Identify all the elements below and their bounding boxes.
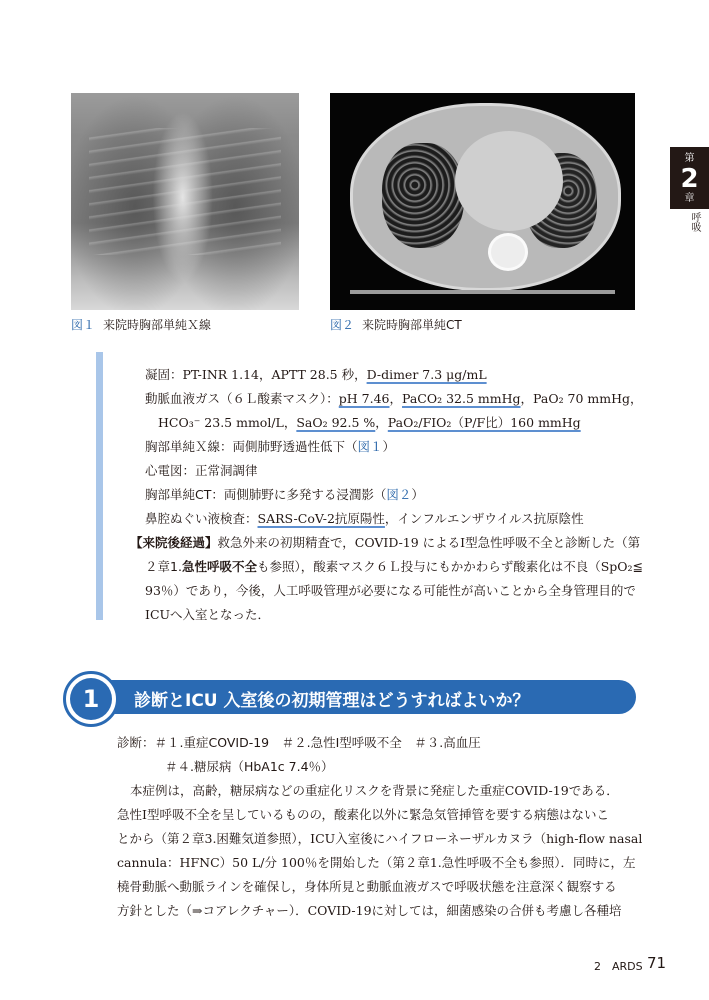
diagnosis-line-1 xyxy=(117,731,481,755)
swab-influenza: ，インフルエンザウイルス抗原陰性 xyxy=(384,511,584,526)
figure-2-text: 来院時胸部単純CT xyxy=(362,318,462,332)
abg-line-2 xyxy=(158,411,581,435)
coag-values: PT-INR 1.14，APTT 28.5 秒， xyxy=(182,367,367,382)
abg-pf-ratio: PaO₂/FIO₂（P/F比）160 mmHg xyxy=(387,415,581,430)
figure-2-caption xyxy=(330,316,462,333)
coagulation-line xyxy=(145,363,487,387)
abg-label: 動脈血液ガス（６Ｌ酸素マスク）： xyxy=(145,391,339,406)
course-label: 【来院後経過】 xyxy=(130,535,218,550)
abg-ph: pH 7.46 xyxy=(338,391,390,406)
ct-heart xyxy=(455,131,563,231)
chapter-tab-number: 2 xyxy=(680,164,699,194)
paragraph-line-2: 急性Ⅰ型呼吸不全を呈しているものの，酸素化以外に緊急気管挿管を要する病態はないこ xyxy=(117,807,609,822)
cxr-text: 両側肺野透過性低下（ xyxy=(232,439,358,454)
cxr-label: 胸部単純Ｘ線： xyxy=(145,439,233,454)
running-footer-chapter: 2 ARDS xyxy=(594,960,643,973)
chapter-tab xyxy=(670,147,709,209)
diagnosis-line-2: ＃４.糖尿病（HbA1c 7.4％） xyxy=(165,759,334,774)
course-line-1 xyxy=(130,531,640,555)
figure-1-number: 図１ xyxy=(71,318,96,332)
section-heading xyxy=(84,680,636,714)
paragraph-line-5: 橈骨動脈へ動脈ラインを確保し，身体所見と動脈血液ガスで呼吸状態を注意深く観察する xyxy=(117,879,617,894)
coag-label: 凝固： xyxy=(145,367,183,382)
cxr-close: ） xyxy=(382,439,396,454)
paragraph-line-6: 方針とした（⇒コアレクチャー）．COVID-19に対しては，細菌感染の合併も考慮し各種培 xyxy=(117,903,622,918)
chapter-tab-suffix: 章 xyxy=(684,193,695,204)
ecg-text: 正常洞調律 xyxy=(195,463,258,478)
abg-sao2: SaO₂ 92.5 % xyxy=(296,415,376,430)
abg-line-1 xyxy=(145,387,643,411)
diagnosis-label: 診断： xyxy=(117,735,155,750)
course-text-1: 救急外来の初期精査で，COVID-19 によるⅠ型急性呼吸不全と診断した（第 xyxy=(217,535,641,550)
figure-2-ref-link[interactable]: 図２ xyxy=(386,487,412,502)
abg-sep-1: ， xyxy=(389,391,402,406)
ct-label: 胸部単純CT： xyxy=(145,487,224,502)
course-ref-title: 急性呼吸不全 xyxy=(181,559,257,574)
figure-1-text: 来院時胸部単純Ｘ線 xyxy=(103,318,212,332)
swab-line xyxy=(145,507,584,531)
abg-hco3: HCO₃⁻ 23.5 mmol/L， xyxy=(158,415,297,430)
course-ref-chapter: ２章1. xyxy=(145,559,182,574)
section-number: 1 xyxy=(70,678,112,720)
swab-sars-cov-2: SARS-CoV-2抗原陽性 xyxy=(257,511,385,526)
swab-label: 鼻腔ぬぐい液検査： xyxy=(145,511,258,526)
course-line-2 xyxy=(145,555,643,579)
section-title: 診断とICU 入室後の初期管理はどうすればよいか？ xyxy=(134,691,530,711)
ct-table xyxy=(350,290,615,294)
abg-paco2: PaCO₂ 32.5 mmHg xyxy=(402,391,521,406)
paragraph-line-4: cannula：HFNC）50 L/分 100％を開始した（第２章1.急性呼吸不全も参照）．同時に，左 xyxy=(117,855,636,870)
ct-close: ） xyxy=(411,487,424,502)
ct-spine xyxy=(488,233,528,271)
course-line-3: 93％）であり，今後，人工呼吸管理が必要になる可能性が高いことから全身管理目的で xyxy=(145,583,636,598)
abg-pao2: ，PaO₂ 70 mmHg， xyxy=(520,391,643,406)
abg-sep-2: ， xyxy=(375,415,388,430)
chest-ct-image xyxy=(330,93,635,310)
ecg-line xyxy=(145,459,258,483)
chapter-tab-prefix: 第 xyxy=(684,153,695,164)
diagnosis-items-1: ＃１.重症COVID-19 ＃２.急性Ⅰ型呼吸不全 ＃３.高血圧 xyxy=(154,735,481,750)
ct-text: 両側肺野に多発する浸潤影（ xyxy=(223,487,387,502)
figure-1-caption xyxy=(71,316,211,333)
paragraph-line-1: 本症例は，高齢，糖尿病などの重症化リスクを背景に発症した重症COVID-19である． xyxy=(130,783,619,798)
figure-1-ref-link[interactable]: 図１ xyxy=(357,439,383,454)
case-box-accent-bar xyxy=(96,352,103,620)
paragraph-line-3: とから（第２章3.困難気道参照），ICU入室後にハイフローネーザルカヌラ（high-flow nasal xyxy=(117,831,643,846)
figure-2-number: 図２ xyxy=(330,318,355,332)
ecg-label: 心電図： xyxy=(145,463,196,478)
coag-ddimer: D-dimer 7.3 μg/mL xyxy=(366,367,487,382)
course-text-2: も参照），酸素マスク６Ｌ投与にもかかわらず酸素化は不良（SpO₂≦ xyxy=(256,559,644,574)
cxr-line xyxy=(145,435,395,459)
ct-right-lung xyxy=(382,143,464,248)
chapter-tab-label: 呼吸 xyxy=(689,212,700,232)
page-number: 71 xyxy=(647,954,667,972)
chest-xray-image xyxy=(71,93,299,310)
section-number-badge xyxy=(63,671,119,727)
course-line-4: ICUへ入室となった． xyxy=(145,607,271,622)
ct-line xyxy=(145,483,424,507)
